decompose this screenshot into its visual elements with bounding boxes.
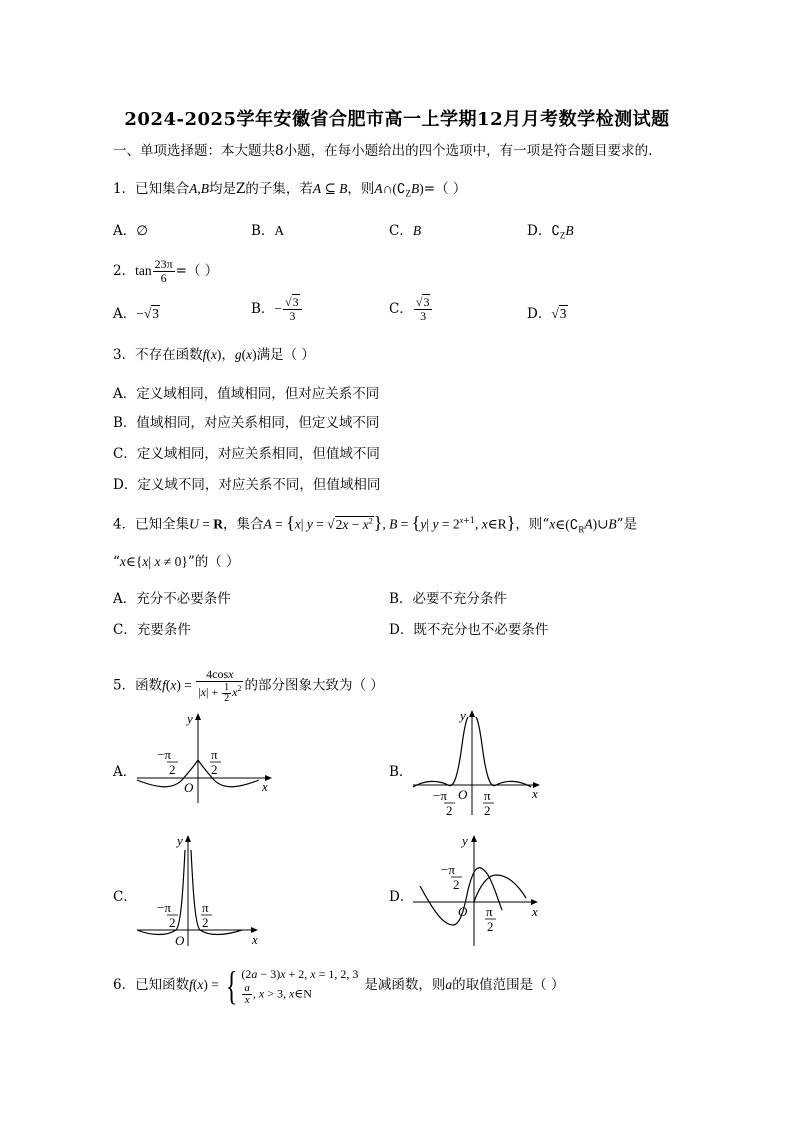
question-6-stem: 6．已知函数f(x) = { (2a − 3)x + 2, x = 1, 2, 3 $\frac{a}{x}$ , x > 3, x∈N 是减函数，则a的取值范围是（ ） — [113, 962, 565, 1008]
q3-option-d: D．定义域不同，对应关系不同，但值域相同 — [113, 477, 381, 493]
svg-text:2: 2 — [211, 762, 218, 777]
q5-graph-d — [408, 830, 558, 950]
svg-text:2: 2 — [202, 915, 209, 930]
q4-option-a: A．充分不必要条件 — [113, 591, 231, 607]
q1-option-c: C．B — [389, 223, 422, 239]
svg-text:x: x — [532, 786, 538, 801]
q6-text-a: 6．已知函数 — [113, 977, 190, 993]
q4-option-d: D．既不充分也不必要条件 — [389, 622, 549, 638]
q2-option-c: C． $\frac{√3}{3}$ — [389, 296, 433, 323]
q4-option-b: B．必要不充分条件 — [389, 591, 507, 607]
q1-option-a: A．∅ — [113, 223, 149, 239]
svg-text:−π: −π — [433, 788, 447, 803]
q5-graph-c — [132, 830, 272, 950]
svg-text:−π: −π — [157, 747, 171, 762]
svg-text:x: x — [252, 932, 258, 947]
svg-text:O: O — [184, 780, 194, 795]
q2-text-a: 2． — [113, 263, 136, 279]
q4-text-e: ”的（ ） — [187, 554, 240, 570]
q2-option-a: A．−√3 — [113, 306, 160, 322]
q1-text-d: =（ ） — [423, 181, 467, 197]
svg-text:π: π — [486, 904, 493, 919]
svg-text:π: π — [202, 900, 209, 915]
svg-text:2: 2 — [169, 762, 176, 777]
svg-text:2: 2 — [487, 919, 494, 934]
q5-option-c-label: C． — [113, 889, 137, 905]
q4-option-c: C．充要条件 — [113, 622, 191, 638]
svg-text:−π: −π — [157, 900, 171, 915]
q3-text-b: 满足（ ） — [256, 347, 315, 363]
q5-graph-b — [408, 705, 558, 823]
svg-text:O: O — [175, 933, 185, 948]
svg-text:O: O — [458, 904, 468, 919]
q4-text-d: ”是 — [616, 516, 638, 533]
q1-text-c: ，则 — [347, 181, 375, 197]
q2-option-d: D．√3 — [527, 306, 567, 322]
q2-option-b: B．− $\frac{√3}{3}$ — [251, 296, 303, 323]
q5-graph-a — [132, 708, 282, 808]
svg-text:y: y — [460, 708, 466, 723]
svg-text:π: π — [211, 747, 218, 762]
q4-text-c: ，则“ — [515, 516, 550, 533]
q3-option-c: C．定义域相同，对应关系相同，但值域不同 — [113, 446, 380, 462]
question-4-stem-line2: “x∈{x| x ≠ 0}”的（ ） — [113, 554, 240, 570]
q1-option-d: D．$∁_ZB$ — [527, 223, 574, 241]
question-2-stem: 2．tan $\frac{23\pi}{6}$ =（ ） — [113, 257, 219, 285]
q4-text-a: 4．已知全集 — [113, 516, 190, 533]
svg-text:x: x — [262, 779, 268, 794]
section-heading: 一、单项选择题：本大题共8小题，在每小题给出的四个选项中，有一项是符合题目要求的. — [113, 143, 653, 159]
svg-text:2: 2 — [169, 915, 176, 930]
svg-text:−π: −π — [441, 862, 455, 877]
svg-text:y: y — [177, 833, 183, 848]
svg-text:y: y — [187, 711, 193, 726]
q6-text-c: 的取值范围是（ ） — [452, 977, 565, 993]
question-4-stem: 4．已知全集U = R，集合A = {x| $y = √2x - x^2$}, B = {y| $y = 2^{x+1}$, x∈R}，则“$x\in(∁_RA)\cup B$”是 — [113, 512, 638, 535]
q5-option-a-label: A． — [113, 764, 137, 780]
svg-text:2: 2 — [446, 803, 453, 818]
question-1-stem: 1．已知集合A,B均是Z的子集，若A ⊆ B，则$A\cap(∁_ZB)=$（ ） — [113, 181, 467, 199]
svg-text:2: 2 — [484, 803, 491, 818]
q5-text-a: 5．函数 — [113, 677, 163, 694]
q1-text-b: 均是Z的子集，若 — [208, 181, 313, 197]
q1-text-a: 1．已知集合 — [113, 181, 190, 197]
svg-text:x: x — [532, 904, 538, 919]
page-title: 2024-2025学年安徽省合肥市高一上学期12月月考数学检测试题 — [124, 109, 670, 130]
q3-text-a: 3．不存在函数 — [113, 347, 203, 363]
svg-text:π: π — [484, 788, 491, 803]
q3-option-b: B．值域相同，对应关系相同，但定义域不同 — [113, 415, 380, 431]
question-3-stem: 3．不存在函数f(x)，g(x)满足（ ） — [113, 347, 315, 363]
q5-option-d-label: D． — [389, 889, 414, 905]
question-5-stem: 5．函数f(x) = 4cosx |x| + $\frac{1}{2}$ $x^2$ 的部分图象大致为（ ） — [113, 667, 384, 704]
q5-text-b: 的部分图象大致为（ ） — [244, 677, 384, 694]
svg-text:O: O — [458, 787, 468, 802]
q1-option-b: B．A — [251, 223, 285, 239]
q4-text-b: ，集合 — [222, 516, 264, 533]
q3-option-a: A．定义域相同，值域相同，但对应关系不同 — [113, 386, 380, 402]
q6-text-b: 是减函数，则 — [364, 977, 446, 993]
svg-text:y: y — [462, 833, 468, 848]
q5-option-b-label: B． — [389, 764, 413, 780]
q2-text-b: =（ ） — [175, 263, 219, 279]
svg-text:2: 2 — [453, 877, 460, 892]
